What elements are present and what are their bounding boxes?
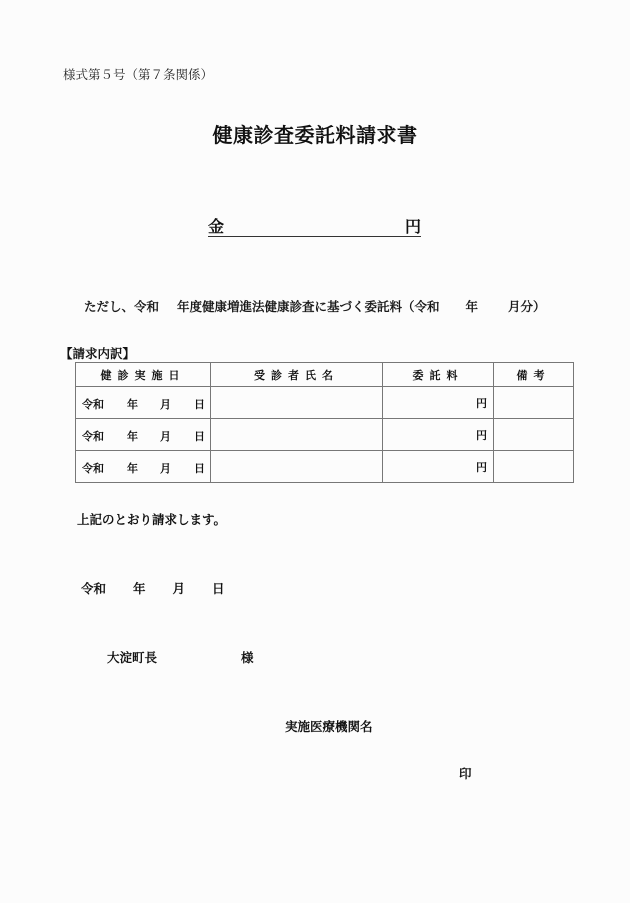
proviso-part3: 年: [465, 299, 479, 314]
patient-name-cell[interactable]: [211, 387, 383, 419]
year-label: 年: [127, 398, 138, 411]
proviso-part4: 月分）: [508, 299, 546, 314]
era-label: 令和: [82, 398, 104, 411]
issue-date-era: 令和: [81, 581, 107, 596]
fee-cell[interactable]: 円: [383, 387, 494, 419]
month-label: 月: [160, 462, 171, 475]
fee-cell[interactable]: 円: [383, 451, 494, 483]
month-label: 月: [160, 430, 171, 443]
exam-date-cell[interactable]: [76, 387, 211, 419]
remarks-cell[interactable]: [494, 419, 574, 451]
month-label: 月: [160, 398, 171, 411]
seal-mark: 印: [459, 766, 472, 781]
patient-name-cell[interactable]: [211, 419, 383, 451]
fee-cell[interactable]: 円: [383, 419, 494, 451]
day-label: 日: [194, 398, 205, 411]
year-label: 年: [127, 462, 138, 475]
exam-date-cell[interactable]: [76, 419, 211, 451]
remarks-cell[interactable]: [494, 451, 574, 483]
exam-date-cell[interactable]: [76, 451, 211, 483]
issue-date-day: 日: [212, 581, 225, 596]
table-row: [76, 387, 574, 419]
column-header-patient-name: 受診者氏名: [211, 363, 383, 387]
document-title: 健康診査委託料請求書: [212, 123, 418, 147]
institution-name-label: 実施医療機関名: [285, 719, 373, 734]
amount-field[interactable]: [208, 214, 421, 237]
issue-date[interactable]: [81, 579, 225, 597]
column-header-exam-date: 健診実施日: [76, 363, 211, 387]
remarks-cell[interactable]: [494, 387, 574, 419]
amount-suffix: 円: [404, 217, 421, 236]
issue-date-year: 年: [133, 581, 146, 596]
amount-prefix: 金: [208, 217, 225, 236]
column-header-remarks: 備考: [494, 363, 574, 387]
form-number: 様式第５号（第７条関係）: [63, 67, 214, 82]
breakdown-label: 【請求内訳】: [60, 346, 136, 361]
patient-name-cell[interactable]: [211, 451, 383, 483]
proviso-text: [84, 297, 546, 315]
table-header-row: [76, 363, 574, 387]
issue-date-month: 月: [172, 581, 186, 596]
year-label: 年: [127, 430, 138, 443]
addressee-honorific: 様: [241, 650, 254, 665]
closing-statement: 上記のとおり請求します。: [77, 512, 227, 527]
era-label: 令和: [82, 430, 104, 443]
addressee-name: 大淀町長: [107, 650, 158, 665]
breakdown-table: [75, 362, 574, 483]
proviso-part2: 年度健康増進法健康診査に基づく委託料（令和: [177, 299, 440, 314]
column-header-fee: 委託料: [383, 363, 494, 387]
day-label: 日: [194, 430, 205, 443]
day-label: 日: [194, 462, 205, 475]
table-row: [76, 419, 574, 451]
proviso-part1: ただし、令和: [84, 299, 160, 314]
table-row: [76, 451, 574, 483]
era-label: 令和: [82, 462, 104, 475]
